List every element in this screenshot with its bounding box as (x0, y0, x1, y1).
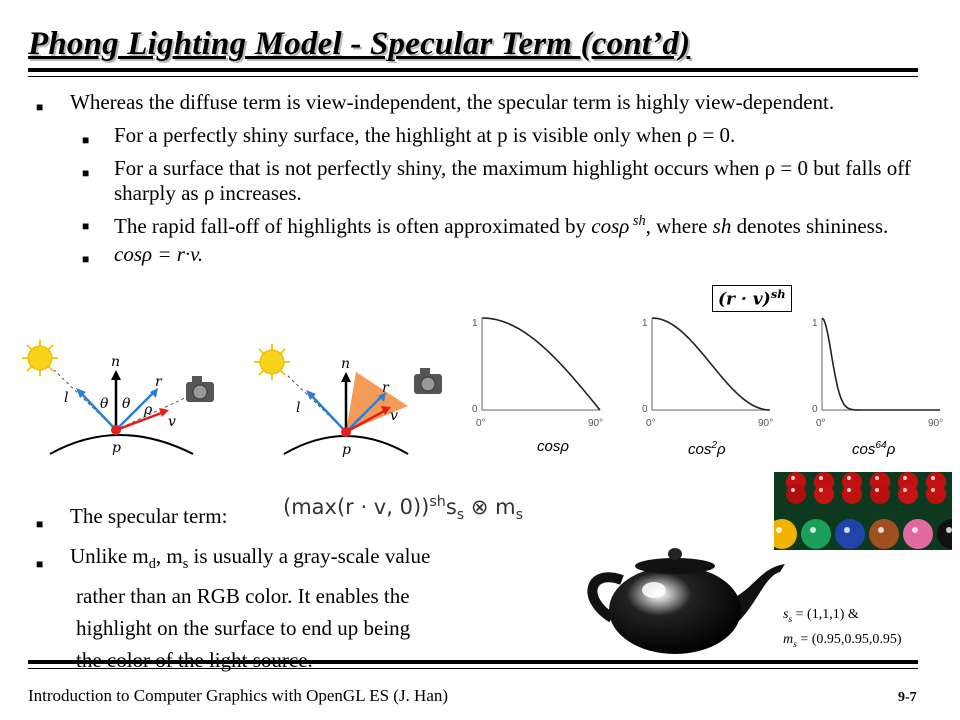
ball-highlight (791, 488, 795, 492)
y-tick-label: 0 (472, 404, 478, 415)
ball (814, 484, 834, 504)
y-tick-label: 1 (642, 318, 648, 329)
specular-term-label: The specular term: (70, 504, 228, 528)
ball-highlight (903, 476, 907, 480)
slide-title: Phong Lighting Model - Specular Term (cont’d) (28, 26, 691, 62)
sub-bullet-item (82, 156, 916, 206)
footer-text: Introduction to Computer Graphics with OpenGL ES (J. Han) (28, 686, 449, 705)
ball-highlight (776, 527, 782, 533)
reflection-diagram-1 (18, 336, 240, 466)
sub-bullet-item (82, 242, 916, 272)
page-number: 9-7 (898, 690, 917, 705)
reflection-diagram-2 (246, 336, 456, 466)
ball-highlight (791, 476, 795, 480)
ball-highlight (819, 488, 823, 492)
y-tick-label: 0 (812, 404, 818, 415)
x-tick-label: 90° (758, 418, 774, 429)
svg-text:l: l (64, 390, 69, 406)
x-tick-label: 90° (588, 418, 604, 429)
x-tick-label: 90° (928, 418, 944, 429)
svg-text:ρ: ρ (144, 402, 153, 418)
svg-text:v: v (390, 408, 398, 424)
svg-text:n: n (341, 356, 351, 372)
ball-highlight (819, 476, 823, 480)
sun-icon (22, 340, 58, 376)
svg-text:p: p (342, 442, 351, 458)
sub-bullet-text: The rapid fall-off of highlights is often approximated by cosρ $^{sh}$, where sh denotes shininess. (114, 213, 889, 238)
bullet-item (36, 540, 566, 580)
ball (898, 484, 918, 504)
bullet-square-icon: ■ (82, 166, 90, 180)
bullet-text: Whereas the diffuse term is view-independent, the specular term is highly view-dependent. (70, 90, 835, 114)
svg-text:r: r (382, 380, 389, 396)
bullet-square-icon: ■ (36, 557, 44, 571)
cos-chart-1 (472, 318, 603, 429)
bullet-square-icon: ■ (82, 133, 90, 147)
sun-icon (254, 344, 290, 380)
x-tick-label: 0° (646, 418, 656, 429)
svg-text:n: n (111, 354, 121, 370)
camera-icon (186, 376, 214, 402)
y-tick-label: 0 (642, 404, 648, 415)
bullet-square-icon: ■ (36, 517, 44, 531)
ball (835, 519, 865, 549)
sub-bullet-text: For a perfectly shiny surface, the highlight at p is visible only when ρ = 0. (114, 123, 736, 147)
cos-chart-3 (812, 318, 943, 429)
ball-highlight (847, 488, 851, 492)
bullet-continuation: highlight on the surface to end up being (76, 616, 411, 641)
footer-rule-thin (28, 668, 918, 669)
y-tick-label: 1 (472, 318, 478, 329)
ball-highlight (903, 488, 907, 492)
teapot-image (580, 540, 790, 660)
chart-curve (482, 318, 600, 410)
ball (786, 484, 806, 504)
sub-bullet-text: For a surface that is not perfectly shiny, the maximum highlight occurs when ρ = 0 but falls off sharply as ρ increases. (114, 156, 911, 205)
chart-label-cos: cosρ (537, 438, 569, 455)
bullet-continuation: rather than an RGB color. It enables the (76, 584, 410, 609)
ball (870, 484, 890, 504)
specular-formula: (max(r · v, $0))^{sh}s_s$ ⊗ $m_s$ (283, 494, 524, 524)
svg-text:θ: θ (100, 396, 109, 412)
svg-text:l: l (296, 400, 301, 416)
title-rule (28, 68, 918, 72)
ball-highlight (912, 527, 918, 533)
chart-curve (652, 318, 770, 410)
chart-curve (822, 318, 940, 410)
lower-bullet-list (36, 500, 566, 676)
bullet-square-icon: ■ (82, 219, 90, 233)
bullet-item (36, 90, 916, 120)
sub-bullet-item (82, 209, 916, 239)
formula-box: $(r \cdot v)^{sh}$ (712, 285, 792, 312)
bullet-list (36, 90, 916, 272)
ball (869, 519, 899, 549)
svg-text:θ: θ (122, 396, 131, 412)
camera-icon (414, 368, 442, 394)
footer-rule (28, 660, 918, 664)
ball-highlight (931, 488, 935, 492)
bullet-square-icon: ■ (82, 252, 90, 266)
ball-highlight (931, 476, 935, 480)
ball-highlight (847, 476, 851, 480)
cos-chart-2 (642, 318, 773, 429)
material-note: $s_s = (1,1,1)$ & $m_s = (0.95,0.95,0.95)$ (783, 607, 902, 650)
ball-highlight (946, 527, 952, 533)
ball (903, 519, 933, 549)
ball-highlight (878, 527, 884, 533)
svg-text:r: r (155, 374, 162, 390)
ball (842, 484, 862, 504)
billiard-balls-image (774, 472, 952, 550)
ball (926, 484, 946, 504)
sub-bullet-item (82, 123, 916, 153)
x-tick-label: 0° (476, 418, 486, 429)
title-rule-thin (28, 76, 918, 77)
y-tick-label: 1 (812, 318, 818, 329)
sub-bullet-text: cosρ = r·v. (114, 242, 204, 266)
chart-label-cos2: $\cos^2\rho$ (688, 440, 726, 458)
chart-label-cos64: $\cos^{64}\rho$ (852, 440, 896, 458)
svg-text:p: p (112, 440, 121, 456)
bullet-text: Unlike $m_d$, $m_s$ is usually a gray-scale value (70, 544, 431, 573)
bullet-square-icon: ■ (36, 100, 44, 114)
ball-highlight (844, 527, 850, 533)
ball (801, 519, 831, 549)
ball-highlight (810, 527, 816, 533)
chart-axis (482, 318, 600, 410)
ball-highlight (875, 488, 879, 492)
svg-text:v: v (168, 414, 176, 430)
ball-highlight (875, 476, 879, 480)
x-tick-label: 0° (816, 418, 826, 429)
